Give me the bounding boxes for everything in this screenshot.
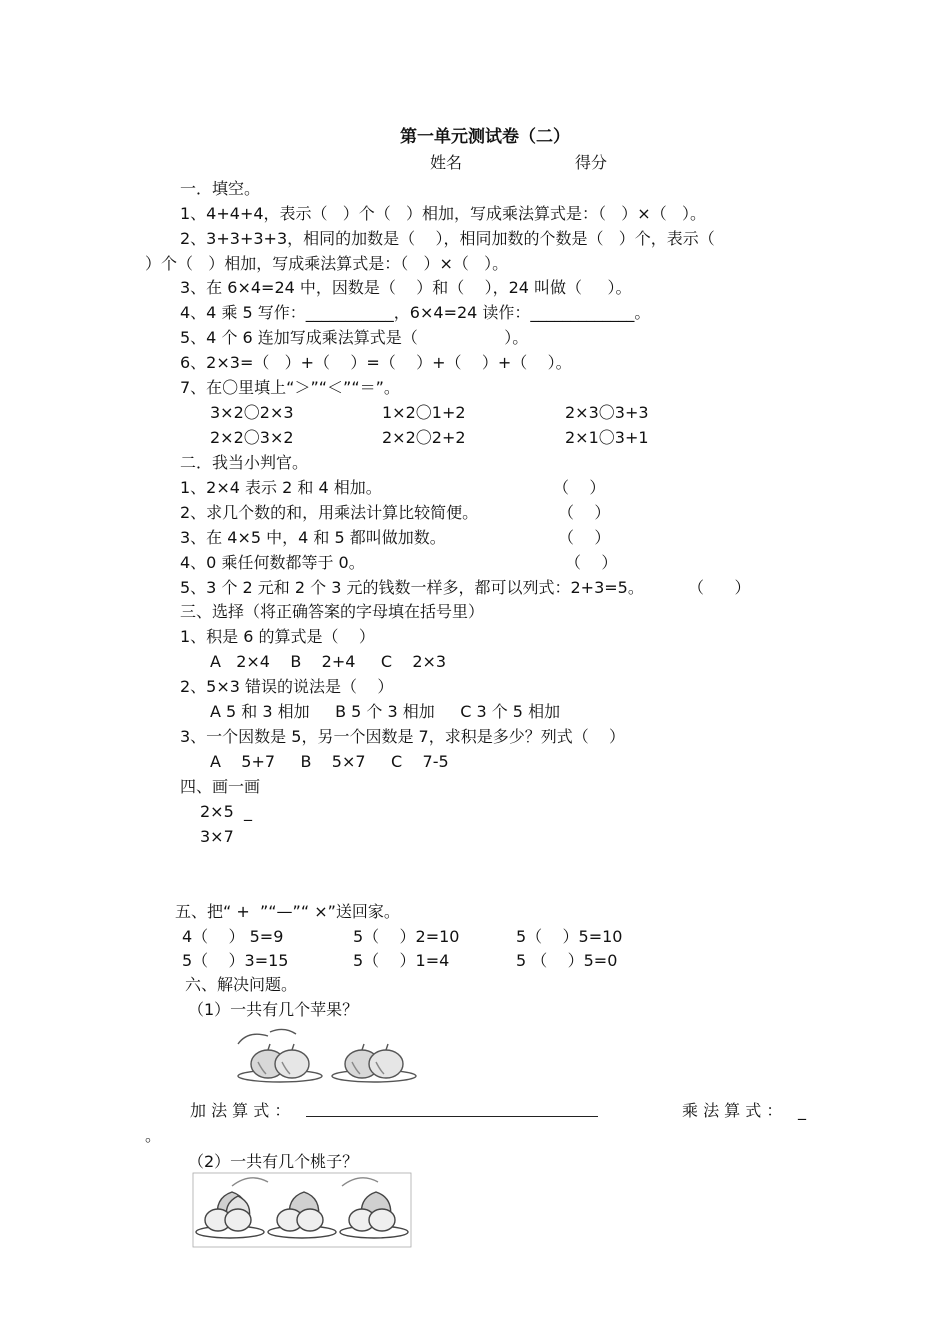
- s1-question-7: 7、在〇里填上“＞”“＜”“＝”。: [180, 378, 400, 397]
- compare-item: 2×1〇3+1: [565, 428, 649, 447]
- multiplication-answer-blank[interactable]: _: [798, 1101, 806, 1120]
- addition-label: 加 法 算 式 ：: [190, 1101, 291, 1120]
- s1-question-4: 4、4 乘 5 写作：___________，6×4=24 读作：_____________。: [180, 303, 651, 322]
- peaches-image: [192, 1172, 412, 1248]
- judge-item: 1、2×4 表示 2 和 4 相加。: [180, 478, 382, 497]
- compare-item: 2×2〇3×2: [210, 428, 294, 447]
- multiplication-label: 乘 法 算 式 ：: [682, 1101, 783, 1120]
- s1-question-2b: ）个（ ）相加，写成乘法算式是：（ ）×（ ）。: [145, 254, 509, 273]
- operator-item: 5 （ ）5=0: [516, 951, 618, 970]
- choice-options-1: A 2×4 B 2+4 C 2×3: [210, 652, 447, 671]
- judge-paren: （ ）: [688, 578, 751, 597]
- s1-question-3: 3、在 6×4=24 中，因数是（ ）和（ ），24 叫做（ ）。: [180, 278, 632, 297]
- judge-paren: （ ）: [565, 553, 618, 572]
- s1-question-2a: 2、3+3+3+3，相同的加数是（ ），相同加数的个数是（ ）个，表示（: [180, 229, 715, 248]
- choice-question-3: 3、一个因数是 5，另一个因数是 7，求积是多少？列式（ ）: [180, 727, 626, 746]
- trailing-period: 。: [145, 1126, 162, 1145]
- compare-item: 3×2〇2×3: [210, 403, 294, 422]
- judge-paren: （ ）: [558, 528, 611, 547]
- page-title: 第一单元测试卷（二）: [400, 127, 570, 147]
- section-4-heading: 四、画一画: [180, 777, 261, 796]
- name-label: 姓名: [430, 153, 463, 172]
- choice-options-2: A 5 和 3 相加 B 5 个 3 相加 C 3 个 5 相加: [210, 702, 561, 721]
- operator-item: 5（ ）3=15: [182, 951, 289, 970]
- operator-item: 5（ ）2=10: [353, 927, 460, 946]
- s1-question-1: 1、4+4+4，表示（ ）个（ ）相加，写成乘法算式是：（ ）×（ ）。: [180, 204, 706, 223]
- score-label: 得分: [575, 153, 608, 172]
- choice-question-2: 2、5×3 错误的说法是（ ）: [180, 677, 394, 696]
- section-3-heading: 三、选择（将正确答案的字母填在括号里）: [180, 602, 485, 621]
- draw-item: 3×7: [200, 827, 234, 846]
- problem-1: （1）一共有几个苹果？: [188, 1000, 359, 1019]
- s1-question-5: 5、4 个 6 连加写成乘法算式是（ ）。: [180, 328, 529, 347]
- judge-item: 3、在 4×5 中，4 和 5 都叫做加数。: [180, 528, 446, 547]
- judge-item: 2、求几个数的和，用乘法计算比较简便。: [180, 503, 479, 522]
- s1-question-6: 6、2×3=（ ）+（ ）=（ ）+（ ）+（ ）。: [180, 353, 572, 372]
- draw-item: 2×5 _: [200, 802, 252, 821]
- judge-item: 5、3 个 2 元和 2 个 3 元的钱数一样多，都可以列式：2+3=5。: [180, 578, 644, 597]
- operator-item: 4（ ） 5=9: [182, 927, 284, 946]
- apples-image: [230, 1024, 430, 1094]
- operator-item: 5（ ）5=10: [516, 927, 623, 946]
- judge-paren: （ ）: [558, 503, 611, 522]
- choice-options-3: A 5+7 B 5×7 C 7-5: [210, 752, 449, 771]
- section-2-heading: 二．我当小判官。: [180, 453, 309, 472]
- section-1-heading: 一．填空。: [180, 179, 261, 198]
- judge-item: 4、0 乘任何数都等于 0。: [180, 553, 365, 572]
- section-5-heading: 五、把“ + ”“—”“ ×”送回家。: [175, 902, 400, 921]
- compare-item: 2×2〇2+2: [382, 428, 466, 447]
- compare-item: 2×3〇3+3: [565, 403, 649, 422]
- problem-2: （2）一共有几个桃子？: [188, 1152, 359, 1171]
- judge-paren: （ ）: [553, 478, 606, 497]
- section-6-heading: 六、解决问题。: [185, 975, 298, 994]
- compare-item: 1×2〇1+2: [382, 403, 466, 422]
- addition-answer-line[interactable]: [306, 1116, 598, 1117]
- choice-question-1: 1、积是 6 的算式是（ ）: [180, 627, 375, 646]
- operator-item: 5（ ）1=4: [353, 951, 450, 970]
